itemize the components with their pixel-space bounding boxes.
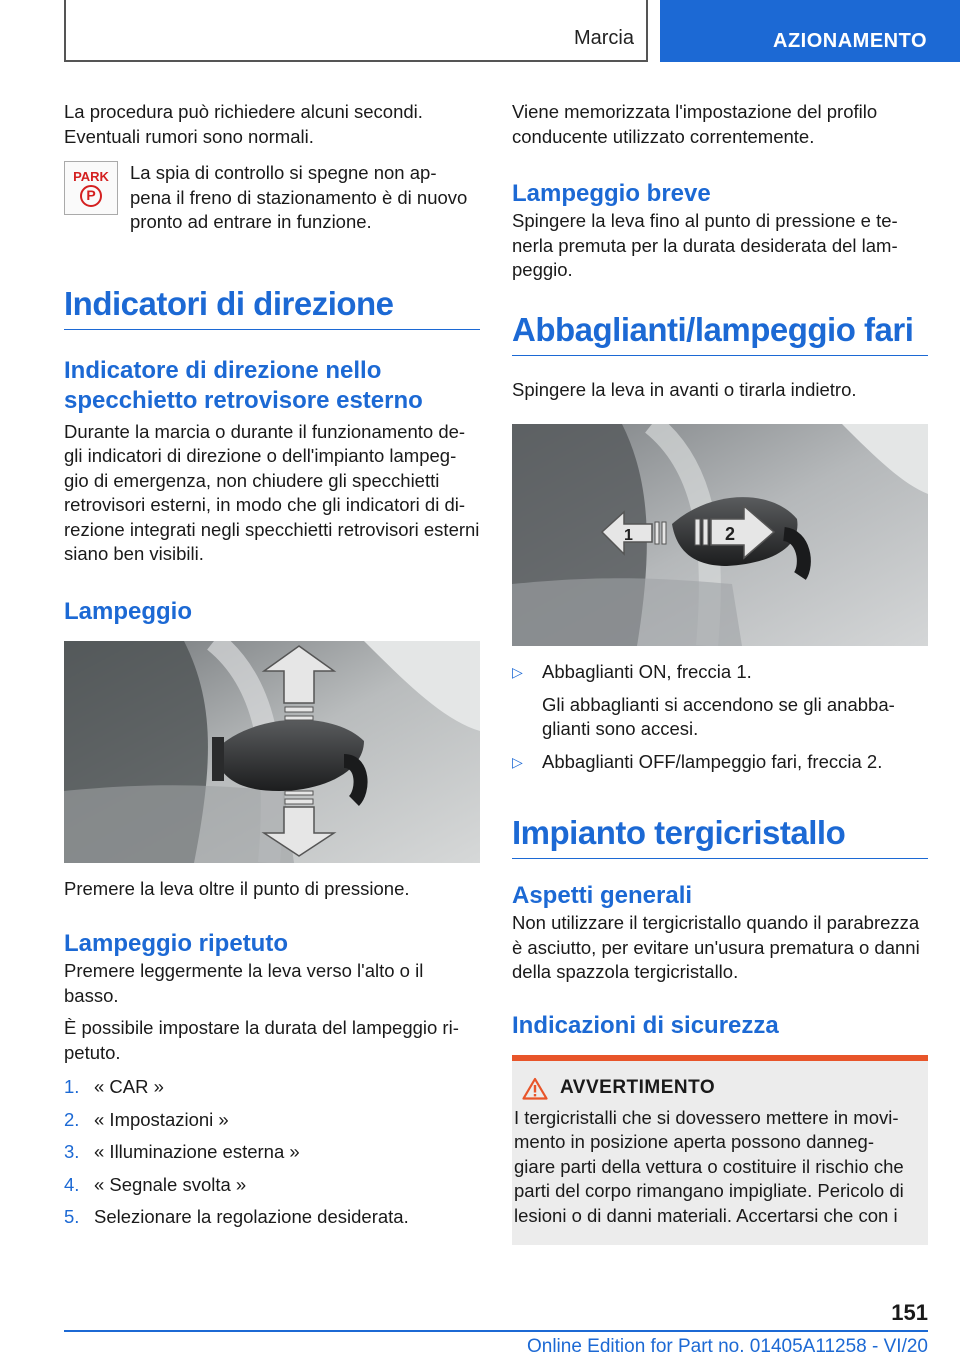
list-item: 1. « CAR »: [64, 1076, 164, 1097]
warning-text: I tergicristalli che si dovessero mettere in movi- mento in posizione aperta possono danneg- giare parti della vettura o costituire il rischio che parti del corpo rimangano impigliate. Pericolo di lesioni o di danni materiali. Accertarsi che con i: [514, 1106, 904, 1226]
header-box: [64, 0, 648, 62]
high-beam-list: [512, 660, 928, 774]
heading-lampeggio: Lampeggio: [64, 597, 193, 625]
park-notice: [64, 161, 480, 235]
heading-mirror-indicator: Indicatore di direzione nello specchietto retrovisore esterno: [64, 356, 423, 414]
arrow-label-2: 2: [725, 524, 736, 544]
arrow-label-1: 1: [624, 527, 633, 544]
left-column: [64, 100, 480, 1238]
page-number: 151: [891, 1300, 928, 1325]
ripetuto-text-1: Premere leggermente la leva verso l'alto o il basso.: [64, 960, 424, 1006]
profile-text: Viene memorizzata l'impostazione del profilo conducente utilizzato correntemente.: [512, 101, 878, 147]
abbaglianti-text: Spingere la leva in avanti o tirarla indietro.: [512, 378, 857, 400]
intro-text: La procedura può richiedere alcuni secondi. Eventuali rumori sono normali.: [64, 101, 423, 147]
breve-text: Spingere la leva fino al punto di pressione e te- nerla premuta per la durata desiderata del lam- peggio.: [512, 210, 898, 280]
warning-title: AVVERTIMENTO: [560, 1077, 716, 1098]
heading-indicatori: Indicatori di direzione: [64, 285, 480, 330]
warning-triangle-icon: [522, 1077, 548, 1100]
heading-generali: Aspetti generali: [512, 882, 693, 909]
header-chapter-tab: AZIONAMENTO: [660, 0, 960, 62]
generali-text: Non utilizzare il tergicristallo quando il parabrezza è asciutto, per evitare un'usura prematura o danni della spazzola tergicristallo.: [512, 912, 920, 982]
park-text: La spia di controllo si spegne non ap- pena il freno di stazionamento è di nuovo pronto ad entrare in funzione.: [130, 162, 468, 232]
list-item: 2. « Impostazioni »: [64, 1108, 229, 1130]
turn-lever-photo: [64, 641, 480, 863]
right-column: [512, 100, 928, 1245]
list-item: ▷ Abbaglianti OFF/lampeggio fari, freccia 2.: [512, 750, 928, 775]
header-section: Marcia: [573, 27, 634, 49]
lampeggio-text: Premere la leva oltre il punto di pressione.: [64, 877, 410, 899]
edition-text: Online Edition for Part no. 01405A11258 - VI/20: [526, 1336, 928, 1357]
ripetuto-text-2: È possibile impostare la durata del lampeggio ri- petuto.: [64, 1017, 459, 1063]
high-beam-lever-photo: [512, 424, 928, 646]
settings-steps: [64, 1075, 480, 1230]
heading-sicurezza: Indicazioni di sicurezza: [512, 1011, 779, 1039]
footer-divider: [64, 1330, 928, 1332]
heading-tergicristallo: Impianto tergicristallo: [512, 814, 928, 859]
triangle-bullet-icon: ▷: [512, 664, 523, 680]
heading-ripetuto: Lampeggio ripetuto: [64, 930, 288, 957]
triangle-bullet-icon: ▷: [512, 753, 523, 770]
park-brake-icon: PARK P: [64, 161, 118, 215]
list-item: ▷ Abbaglianti ON, freccia 1. Gli abbaglianti si accendono se gli anabba- glianti sono accesi.: [512, 660, 928, 742]
heading-breve: Lampeggio breve: [512, 180, 711, 207]
list-item: 4. « Segnale svolta »: [64, 1173, 247, 1195]
list-item: 5. Selezionare la regolazione desiderata.: [64, 1206, 409, 1227]
heading-abbaglianti: Abbaglianti/lampeggio fari: [512, 311, 928, 356]
list-item: 3. « Illuminazione esterna »: [64, 1141, 300, 1162]
mirror-text: Durante la marcia o durante il funzionamento de- gli indicatori di direzione o dell'impianto lampeg- gio di emergenza, non chiudere gli specchietti retrovisori esterni, in modo che gli indicatori di di- rezione integrati negli specchietti retrovisori esterni siano ben visibili.: [64, 420, 480, 564]
warning-box: [512, 1055, 928, 1245]
